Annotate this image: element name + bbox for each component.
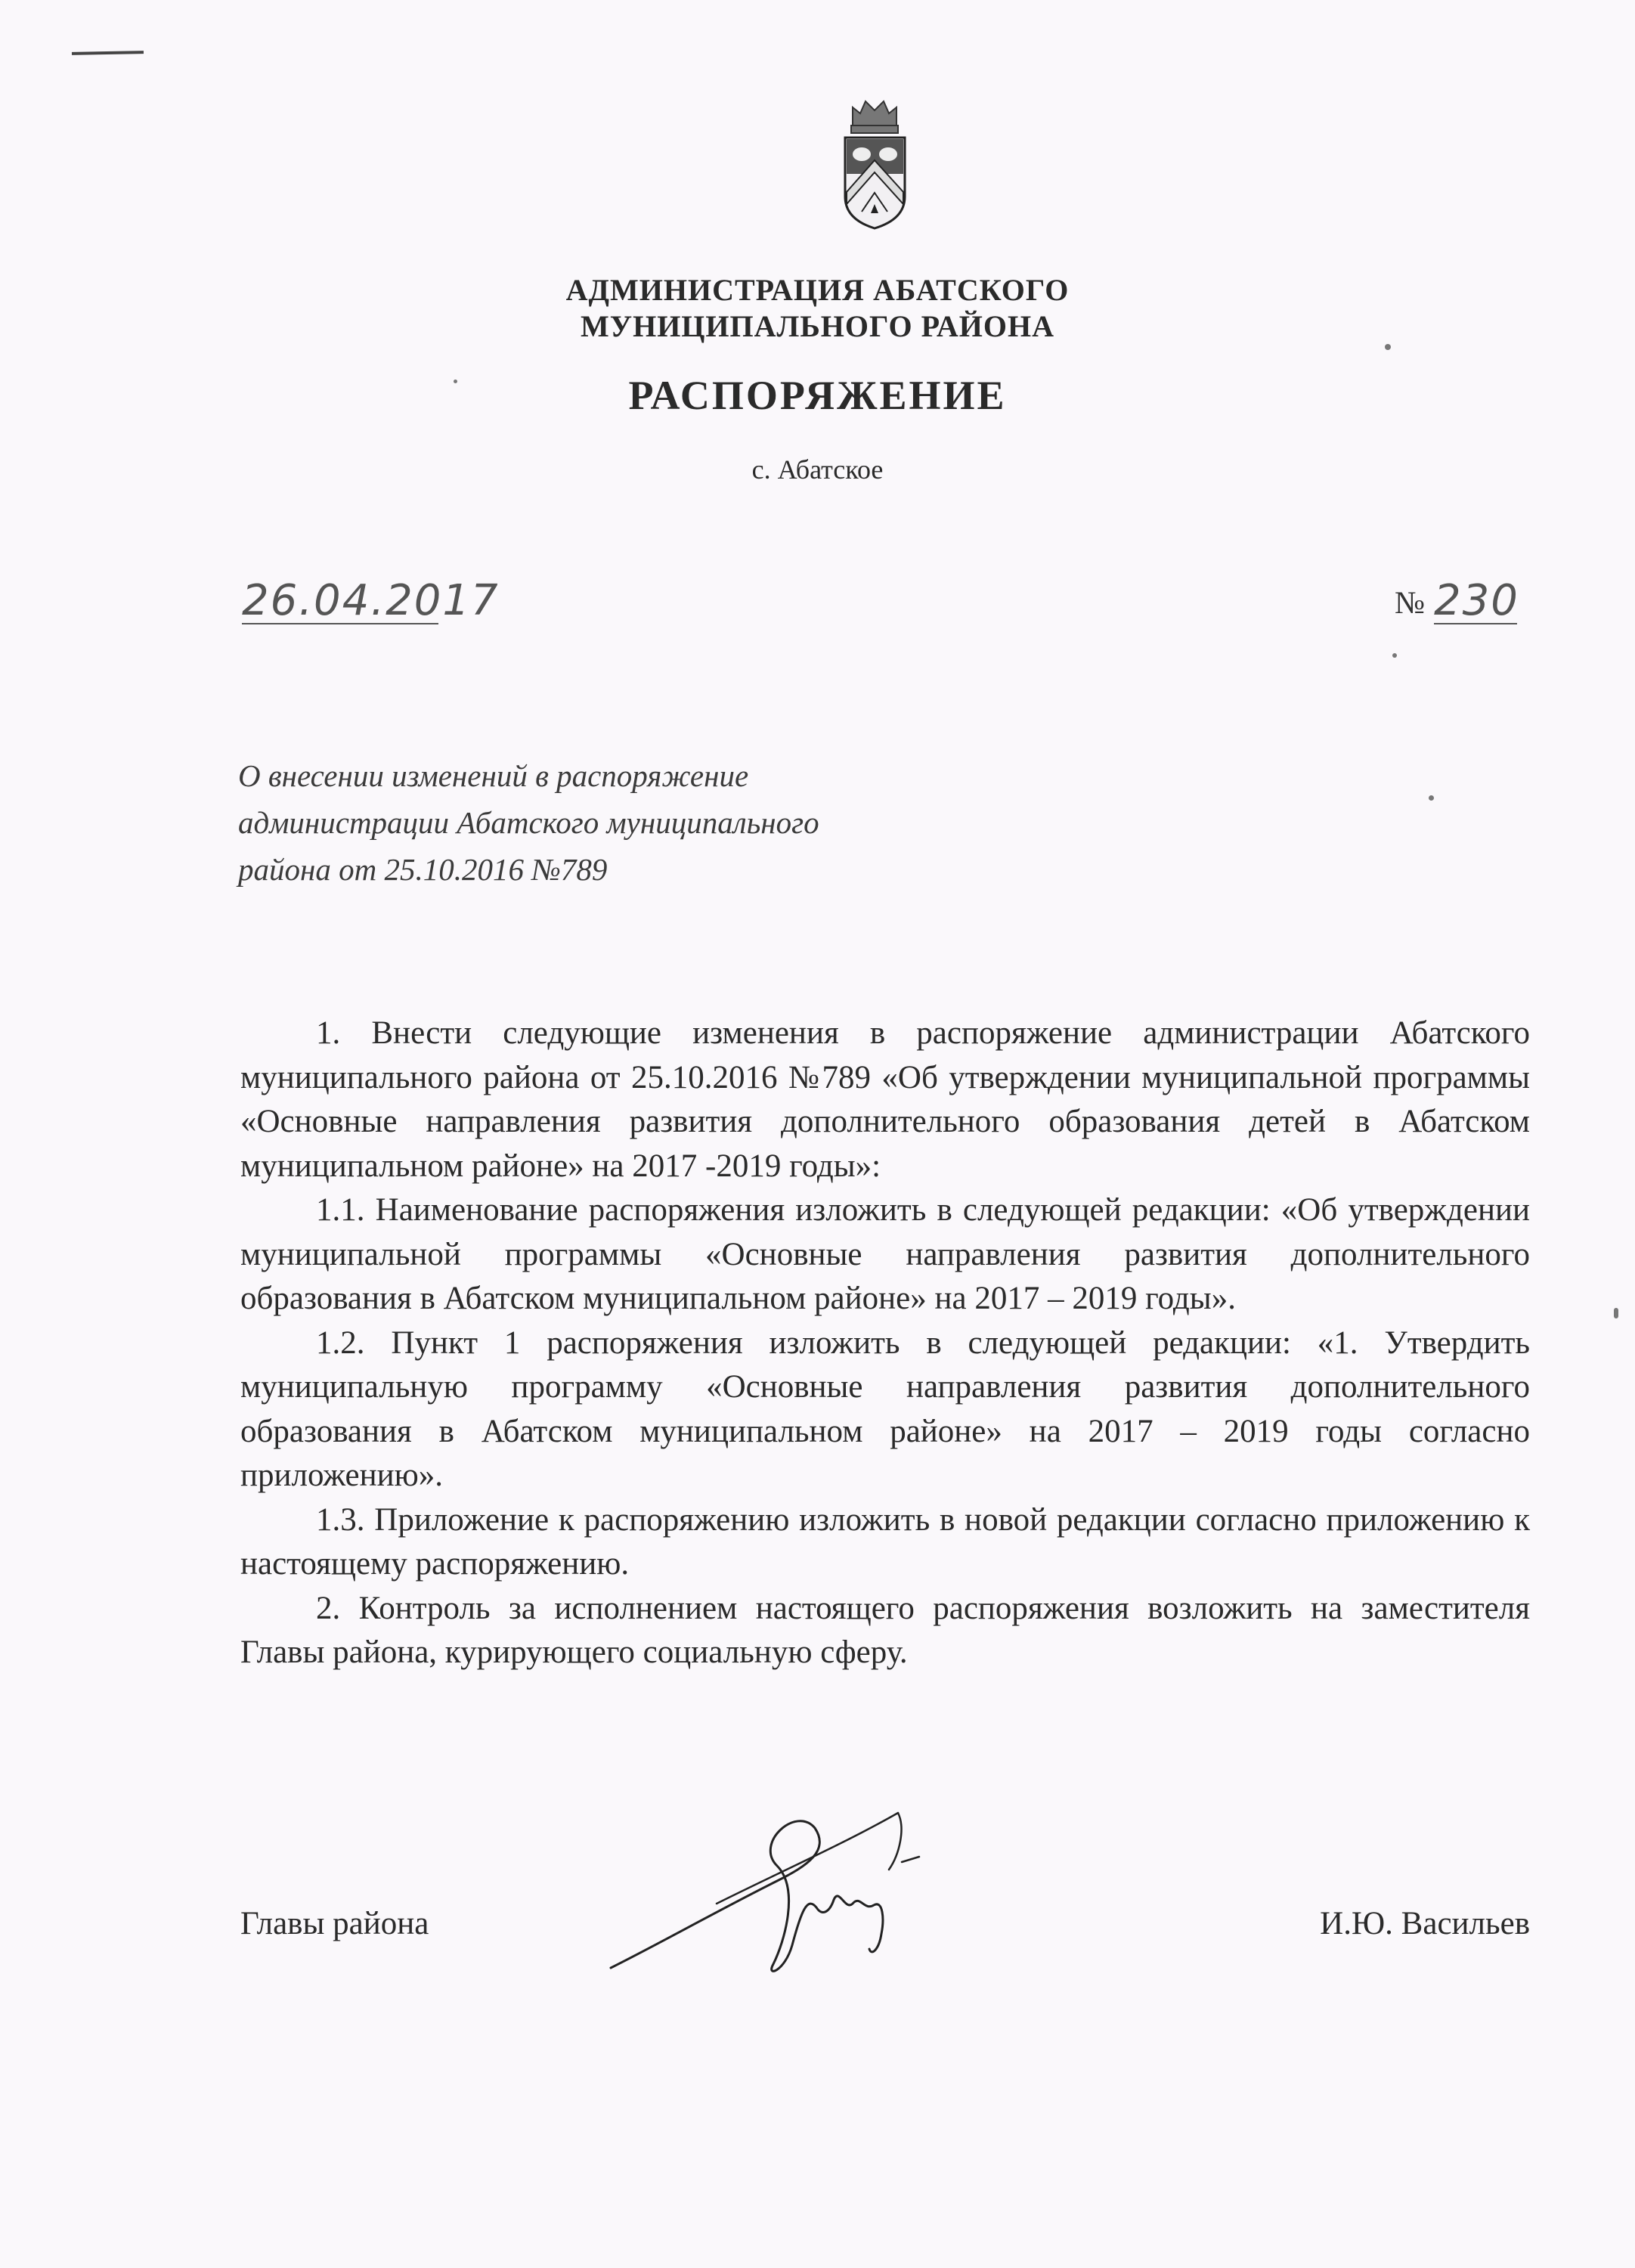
organization-title [0,272,1635,345]
date-value: 26.04.2017 [242,576,500,625]
document-place: с. Абатское [751,454,884,485]
body-paragraph: 1. Внести следующие изменения в распоряжение администрации Абатского муниципального района от 25.10.2016 №789 «Об утверждении муниципальной программы «Основные направления развития дополнительного образования детей в Абатском муниципальном районе» на 2017 -2019 годы»: [240,1015,1530,1184]
handwritten-signature [603,1798,921,1979]
subject-line: администрации Абатского муниципального [238,805,819,840]
body-paragraph: 1.3. Приложение к распоряжению изложить в новой редакции согласно приложению к настоящему распоряжению. [240,1501,1530,1582]
document-type: РАСПОРЯЖЕНИЕ [628,373,1007,418]
scan-speck [1614,1308,1618,1318]
date-field [242,576,500,629]
body-paragraph: 1.2. Пункт 1 распоряжения изложить в следующей редакции: «1. Утвердить муниципальную программу «Основные направления развития дополнительного образования в Абатском муниципальном районе» на 2017 – 2019 годы согласно приложению». [240,1325,1530,1493]
date-underline [242,623,438,624]
signature-block [240,1867,1530,1988]
number-label: № [1395,586,1426,621]
scan-mark [72,51,144,55]
signatory-name: И.Ю. Васильев [1320,1906,1530,1941]
document-body [240,1012,1530,1675]
scan-speck [1392,653,1397,658]
signatory-position: Главы района [240,1906,429,1941]
number-underline [1434,623,1517,624]
subject-line: района от 25.10.2016 №789 [238,852,608,887]
scan-speck [1429,795,1434,801]
organization-title-line1: АДМИНИСТРАЦИЯ АБАТСКОГО [565,273,1070,307]
body-paragraph: 2. Контроль за исполнением настоящего распоряжения возложить на заместителя Главы района, курирующего социальную сферу. [240,1590,1530,1670]
body-paragraph: 1.1. Наименование распоряжения изложить в следующей редакции: «Об утверждении муниципальной программы «Основные направления развития дополнительного образования в Абатском муниципальном районе» на 2017 – 2019 годы». [240,1192,1530,1316]
coat-of-arms-icon [839,91,911,234]
document-subject [238,752,994,893]
scan-speck [454,380,457,383]
organization-title-line2: МУНИЦИПАЛЬНОГО РАЙОНА [580,309,1055,343]
scan-speck [1385,344,1391,350]
number-value: 230 [1434,576,1519,625]
subject-line: О внесении изменений в распоряжение [238,758,749,793]
